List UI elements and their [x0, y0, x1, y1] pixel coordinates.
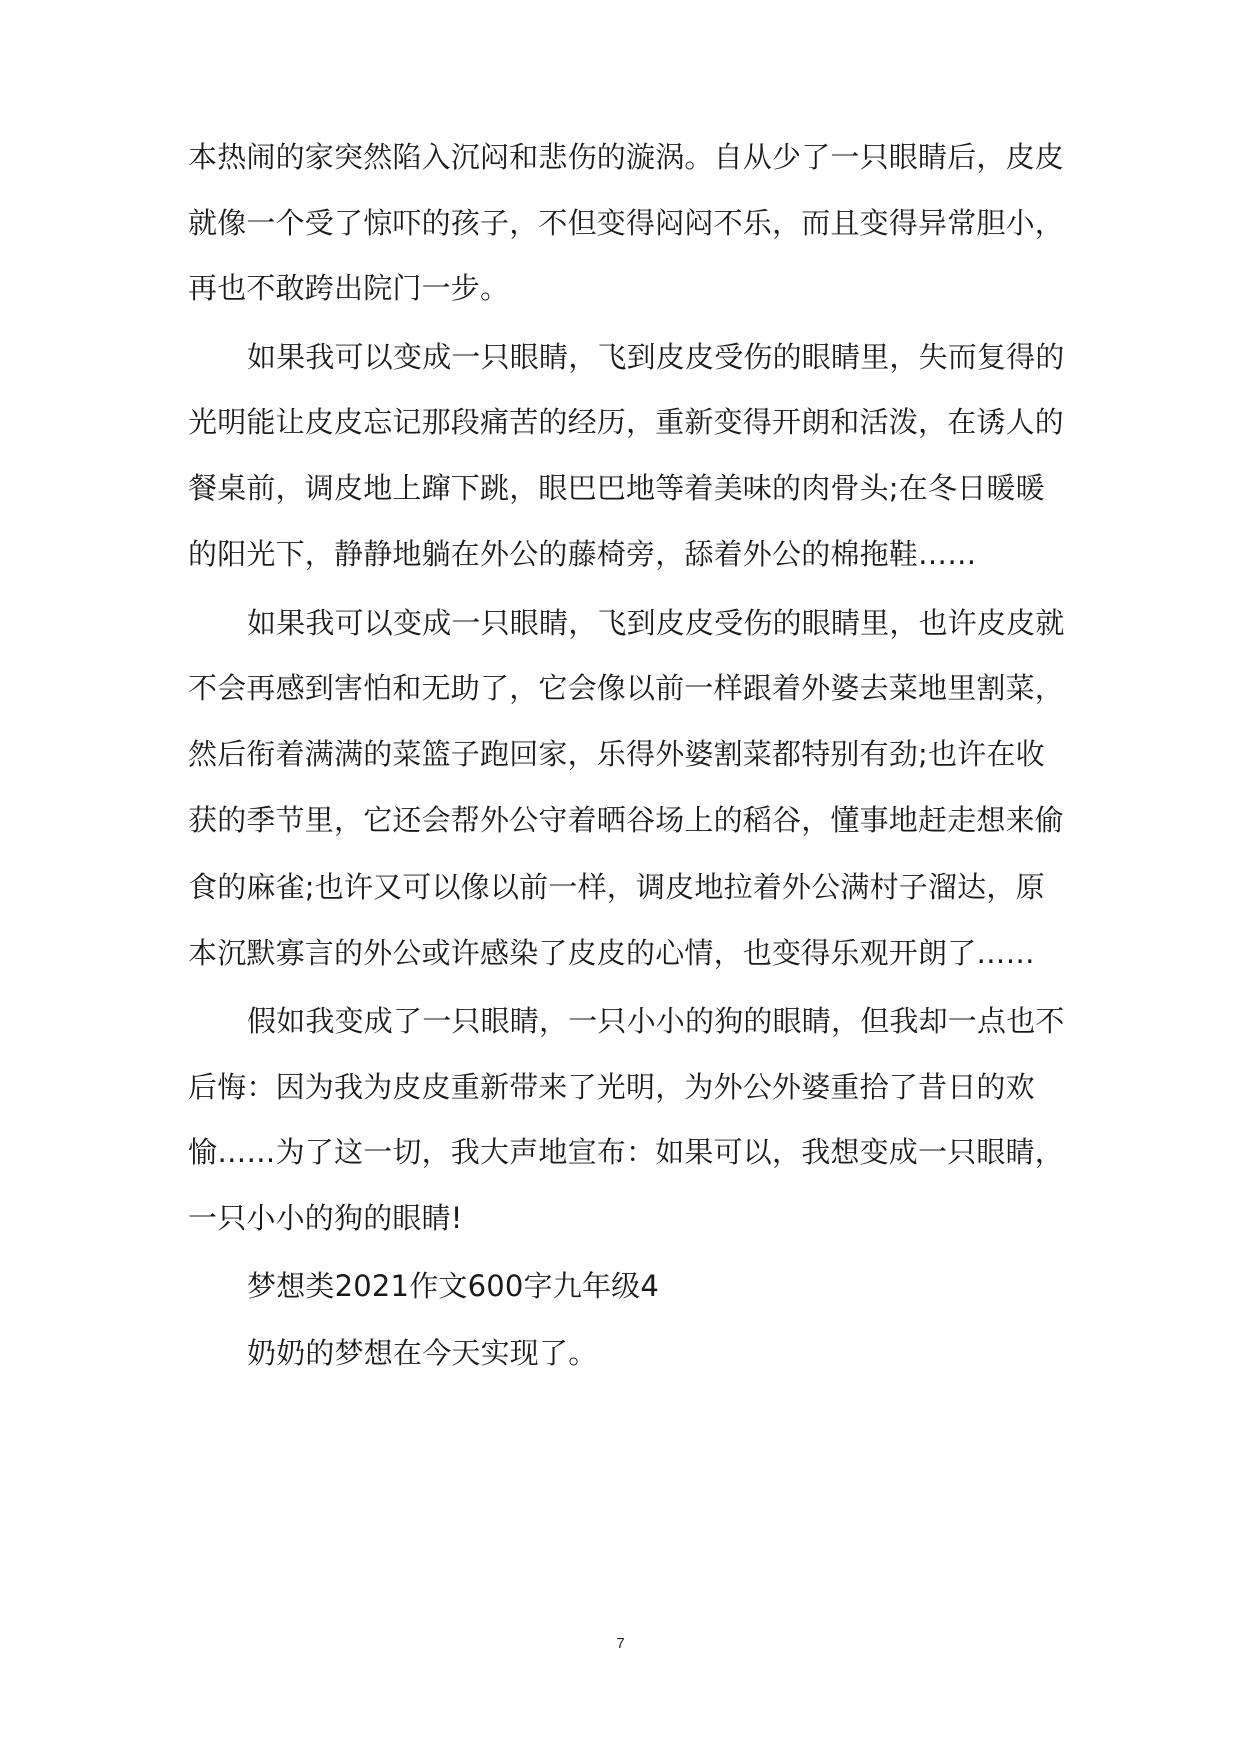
- text-line: 再也不敢跨出院门一步。: [188, 271, 510, 305]
- text-line: 本热闹的家突然陷入沉闷和悲伤的漩涡。自从少了一只眼睛后，皮皮: [188, 140, 1065, 174]
- section-heading: 梦想类2021作文600字九年级4: [247, 1269, 660, 1303]
- text-line: 就像一个受了惊吓的孩子，不但变得闷闷不乐，而且变得异常胆小，: [188, 206, 1065, 240]
- paragraph-start-line: 如果我可以变成一只眼睛，飞到皮皮受伤的眼睛里，失而复得的: [247, 340, 1065, 374]
- text-line: 一只小小的狗的眼睛!: [188, 1201, 463, 1235]
- paragraph-start-line: 假如我变成了一只眼睛，一只小小的狗的眼睛，但我却一点也不: [247, 1004, 1065, 1038]
- text-line: 获的季节里，它还会帮外公守着晒谷场上的稻谷，懂事地赶走想来偷: [188, 803, 1065, 837]
- text-line: 愉……为了这一切，我大声地宣布：如果可以，我想变成一只眼睛，: [188, 1135, 1065, 1169]
- page-number: 7: [616, 1635, 625, 1652]
- text-line: 本沉默寡言的外公或许感染了皮皮的心情，也变得乐观开朗了……: [188, 936, 1035, 970]
- text-line: 不会再感到害怕和无助了，它会像以前一样跟着外婆去菜地里割菜，: [188, 671, 1065, 705]
- text-line: 光明能让皮皮忘记那段痛苦的经历，重新变得开朗和活泼，在诱人的: [188, 405, 1065, 439]
- text-line: 的阳光下，静静地躺在外公的藤椅旁，舔着外公的棉拖鞋……: [188, 537, 977, 571]
- text-line: 后悔：因为我为皮皮重新带来了光明，为外公外婆重拾了昔日的欢: [188, 1070, 1035, 1104]
- text-line: 然后衔着满满的菜篮子跑回家，乐得外婆割菜都特别有劲;也许在收: [188, 737, 1045, 771]
- paragraph-start-line: 如果我可以变成一只眼睛，飞到皮皮受伤的眼睛里，也许皮皮就: [247, 606, 1065, 640]
- text-line: 餐桌前，调皮地上蹿下跳，眼巴巴地等着美味的肉骨头;在冬日暖暖: [188, 471, 1045, 505]
- text-line: 食的麻雀;也许又可以像以前一样，调皮地拉着外公满村子溜达，原: [188, 870, 1045, 904]
- paragraph-start-line: 奶奶的梦想在今天实现了。: [247, 1336, 598, 1370]
